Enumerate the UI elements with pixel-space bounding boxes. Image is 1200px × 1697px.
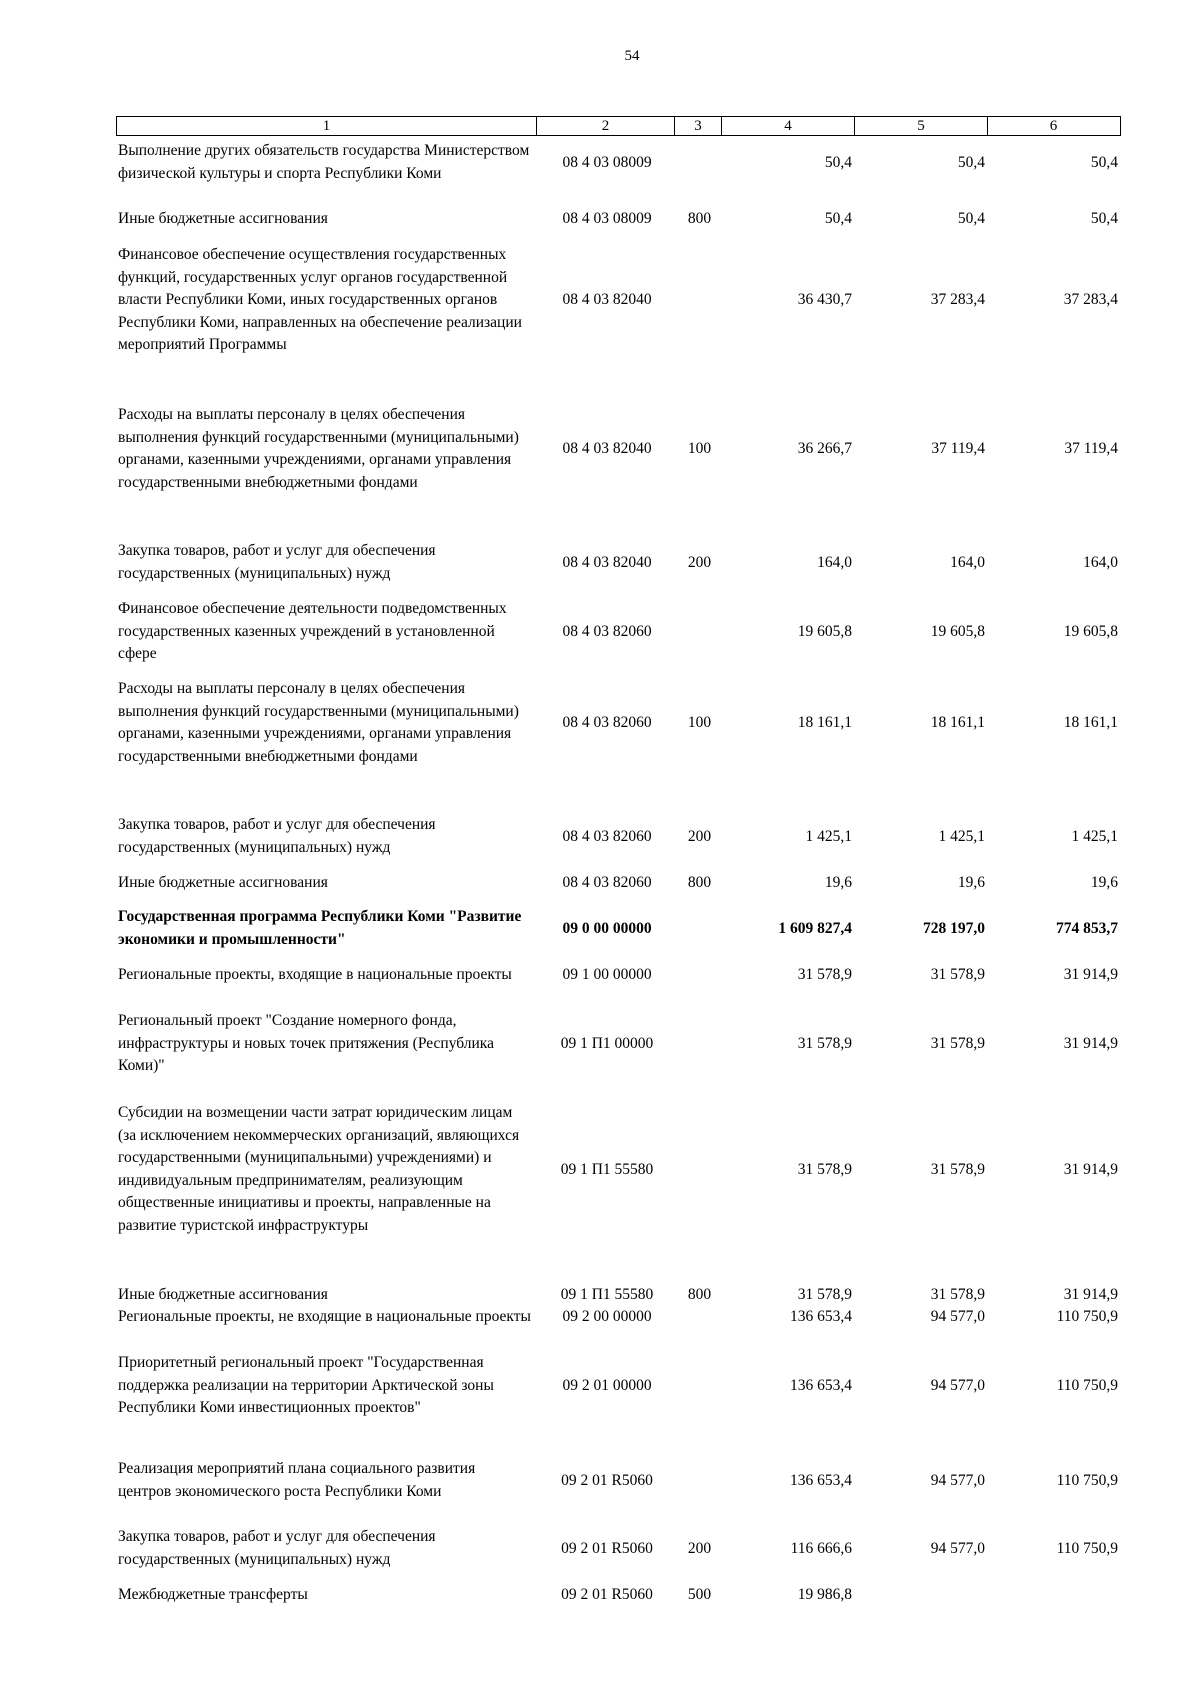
row-name: Реализация мероприятий плана социального развития центров экономического роста Республики Коми — [118, 1460, 476, 1500]
row-value-5: 50,4 — [957, 153, 985, 171]
table-row — [118, 140, 1123, 185]
table-row — [118, 1306, 1123, 1329]
row-value-6: 31 914,9 — [1063, 966, 1118, 984]
row-value-4: 136 653,4 — [790, 1471, 852, 1489]
row-value-5: 31 578,9 — [930, 1160, 985, 1178]
row-code: 09 2 00 00000 — [562, 1308, 652, 1326]
row-value-4: 36 266,7 — [797, 440, 852, 457]
row-type: 100 — [687, 714, 712, 731]
row-value-6: 31 914,9 — [1063, 1034, 1118, 1052]
table-row — [118, 404, 1123, 494]
row-value-5: 50,4 — [957, 210, 985, 228]
row-value-5: 728 197,0 — [923, 919, 985, 937]
row-value-5: 18 161,1 — [930, 714, 985, 731]
row-value-4: 1 425,1 — [805, 827, 852, 845]
row-value-6: 110 750,9 — [1056, 1471, 1118, 1489]
row-value-5: 1 425,1 — [938, 827, 985, 845]
row-name: Региональные проекты, не входящие в национальные проекты — [118, 1308, 531, 1325]
row-value-4: 31 578,9 — [797, 1034, 852, 1052]
header-col-3: 3 — [675, 117, 722, 135]
row-value-6: 31 914,9 — [1063, 1160, 1118, 1178]
row-value-4: 1 609 827,4 — [778, 919, 852, 937]
row-type: 500 — [687, 1586, 712, 1604]
row-name: Приоритетный региональный проект "Государственная поддержка реализации на территории Арктической зоны Республики Коми инвестиционных проектов" — [118, 1354, 494, 1416]
row-value-5: 94 577,0 — [930, 1539, 985, 1557]
row-value-4: 164,0 — [817, 553, 852, 571]
row-name: Финансовое обеспечение деятельности подведомственных государственных казенных учреждений в установленной сфере — [118, 600, 507, 662]
table-row — [118, 964, 1123, 987]
row-value-5: 19,6 — [957, 874, 985, 892]
row-code: 08 4 03 82060 — [562, 827, 652, 845]
row-code: 08 4 03 08009 — [562, 153, 652, 171]
row-value-6: 774 853,7 — [1056, 919, 1118, 937]
row-value-6: 37 119,4 — [1064, 440, 1118, 457]
table-row — [118, 678, 1123, 768]
row-value-5: 31 578,9 — [930, 966, 985, 984]
row-name: Иные бюджетные ассигнования — [118, 1286, 328, 1303]
row-type: 800 — [687, 1286, 712, 1304]
row-value-6: 31 914,9 — [1063, 1286, 1118, 1304]
row-value-4: 31 578,9 — [797, 1286, 852, 1304]
row-name: Закупка товаров, работ и услуг для обеспечения государственных (муниципальных) нужд — [118, 816, 436, 856]
header-col-6: 6 — [1049, 118, 1058, 134]
row-name: Иные бюджетные ассигнования — [118, 874, 328, 891]
table-row — [118, 244, 1123, 357]
row-value-5: 164,0 — [950, 553, 985, 571]
row-value-4: 36 430,7 — [797, 291, 852, 309]
table-row — [118, 1352, 1123, 1420]
row-name: Межбюджетные трансферты — [118, 1586, 308, 1603]
row-value-4: 31 578,9 — [797, 966, 852, 984]
row-value-5: 94 577,0 — [930, 1308, 985, 1326]
row-value-6: 110 750,9 — [1056, 1539, 1118, 1557]
table-row — [118, 1284, 1123, 1307]
row-name: Расходы на выплаты персоналу в целях обеспечения выполнения функций государственными (муниципальными) органами, казенными учреждениями, органами управления государственными внебюджетными фондами — [118, 680, 519, 765]
row-value-6: 18 161,1 — [1063, 714, 1118, 731]
row-code: 09 1 П1 55580 — [560, 1160, 654, 1178]
row-value-4: 136 653,4 — [790, 1376, 852, 1394]
row-code: 09 1 П1 55580 — [560, 1286, 654, 1304]
table-row — [118, 208, 1123, 231]
row-value-6: 50,4 — [1090, 153, 1118, 171]
row-value-6: 37 283,4 — [1063, 291, 1118, 309]
table-row-program — [118, 906, 1123, 951]
row-name: Региональный проект "Создание номерного фонда, инфраструктуры и новых точек притяжения (Республика Коми)" — [118, 1012, 494, 1074]
row-value-6: 19,6 — [1090, 874, 1118, 892]
row-code: 09 0 00 00000 — [562, 919, 652, 937]
header-col-4: 4 — [722, 117, 855, 135]
row-value-6: 110 750,9 — [1056, 1376, 1118, 1394]
row-value-4: 136 653,4 — [790, 1308, 852, 1326]
row-value-6: 19 605,8 — [1063, 622, 1118, 640]
header-col-1: 1 — [117, 117, 537, 135]
row-code: 09 1 00 00000 — [562, 966, 652, 984]
row-name: Выполнение других обязательств государства Министерством физической культуры и спорта Республики Коми — [118, 142, 530, 182]
row-name: Финансовое обеспечение осуществления государственных функций, государственных услуг органов государственной власти Республики Коми, иных государственных органов Республики Коми, направленных на обеспечение реализации мероприятий Программы — [118, 246, 522, 353]
table-row — [118, 598, 1123, 666]
row-code: 09 1 П1 00000 — [560, 1034, 654, 1052]
row-value-6: 1 425,1 — [1071, 827, 1118, 845]
table-row — [118, 1526, 1123, 1571]
table-row — [118, 1584, 1123, 1607]
header-col-2: 2 — [537, 117, 675, 135]
row-value-4: 19 986,8 — [797, 1586, 852, 1604]
row-code: 08 4 03 82060 — [562, 874, 652, 892]
table-row — [118, 1458, 1123, 1503]
row-value-5: 37 119,4 — [931, 440, 985, 457]
header-col-5: 5 — [855, 117, 988, 135]
row-code: 08 4 03 08009 — [562, 210, 652, 228]
row-value-4: 116 666,6 — [790, 1539, 852, 1557]
table-row — [118, 1102, 1123, 1237]
row-value-4: 19,6 — [824, 874, 852, 892]
row-code: 08 4 03 82060 — [562, 622, 652, 640]
row-name: Иные бюджетные ассигнования — [118, 210, 328, 227]
row-name: Региональные проекты, входящие в национальные проекты — [118, 966, 512, 983]
row-name: Государственная программа Республики Коми "Развитие экономики и промышленности" — [118, 908, 522, 948]
row-value-5: 94 577,0 — [930, 1471, 985, 1489]
row-name: Субсидии на возмещении части затрат юридическим лицам (за исключением некоммерческих организаций, являющихся государственными (муниципальными) учреждениями) и индивидуальным предпринимателям, реализующим общественные инициативы и проекты, направленные на развитие туристской инфраструктуры — [118, 1104, 520, 1234]
row-value-6: 164,0 — [1083, 553, 1118, 571]
row-value-5: 31 578,9 — [930, 1034, 985, 1052]
row-value-4: 50,4 — [824, 153, 852, 171]
table-header — [116, 116, 1121, 136]
page-number: 54 — [624, 48, 640, 64]
row-type: 800 — [687, 874, 712, 892]
row-code: 08 4 03 82040 — [562, 291, 652, 309]
row-code: 09 2 01 R5060 — [561, 1586, 653, 1604]
row-value-4: 50,4 — [824, 210, 852, 228]
row-name: Расходы на выплаты персоналу в целях обеспечения выполнения функций государственными (муниципальными) органами, казенными учреждениями, органами управления государственными внебюджетными фондами — [118, 406, 519, 491]
row-name: Закупка товаров, работ и услуг для обеспечения государственных (муниципальных) нужд — [118, 1528, 436, 1568]
row-type: 800 — [687, 210, 712, 228]
table-row — [118, 814, 1123, 859]
row-value-4: 31 578,9 — [797, 1160, 852, 1178]
row-value-5: 94 577,0 — [930, 1376, 985, 1394]
table-row — [118, 872, 1123, 895]
row-value-5: 31 578,9 — [930, 1286, 985, 1304]
row-value-6: 50,4 — [1090, 210, 1118, 228]
table-row — [118, 540, 1123, 585]
row-type: 100 — [687, 440, 712, 457]
row-value-4: 19 605,8 — [797, 622, 852, 640]
row-value-4: 18 161,1 — [797, 714, 852, 731]
row-code: 09 2 01 R5060 — [561, 1539, 653, 1557]
row-code: 08 4 03 82060 — [562, 714, 652, 731]
row-value-5: 19 605,8 — [930, 622, 985, 640]
row-type: 200 — [687, 827, 712, 845]
row-value-5: 37 283,4 — [930, 291, 985, 309]
row-code: 08 4 03 82040 — [562, 553, 652, 571]
row-code: 09 2 01 R5060 — [561, 1471, 653, 1489]
row-type: 200 — [687, 1539, 712, 1557]
row-type: 200 — [687, 553, 712, 571]
row-code: 09 2 01 00000 — [562, 1376, 652, 1394]
row-code: 08 4 03 82040 — [562, 440, 652, 457]
row-name: Закупка товаров, работ и услуг для обеспечения государственных (муниципальных) нужд — [118, 542, 436, 582]
row-value-6: 110 750,9 — [1056, 1308, 1118, 1326]
table-row — [118, 1010, 1123, 1078]
